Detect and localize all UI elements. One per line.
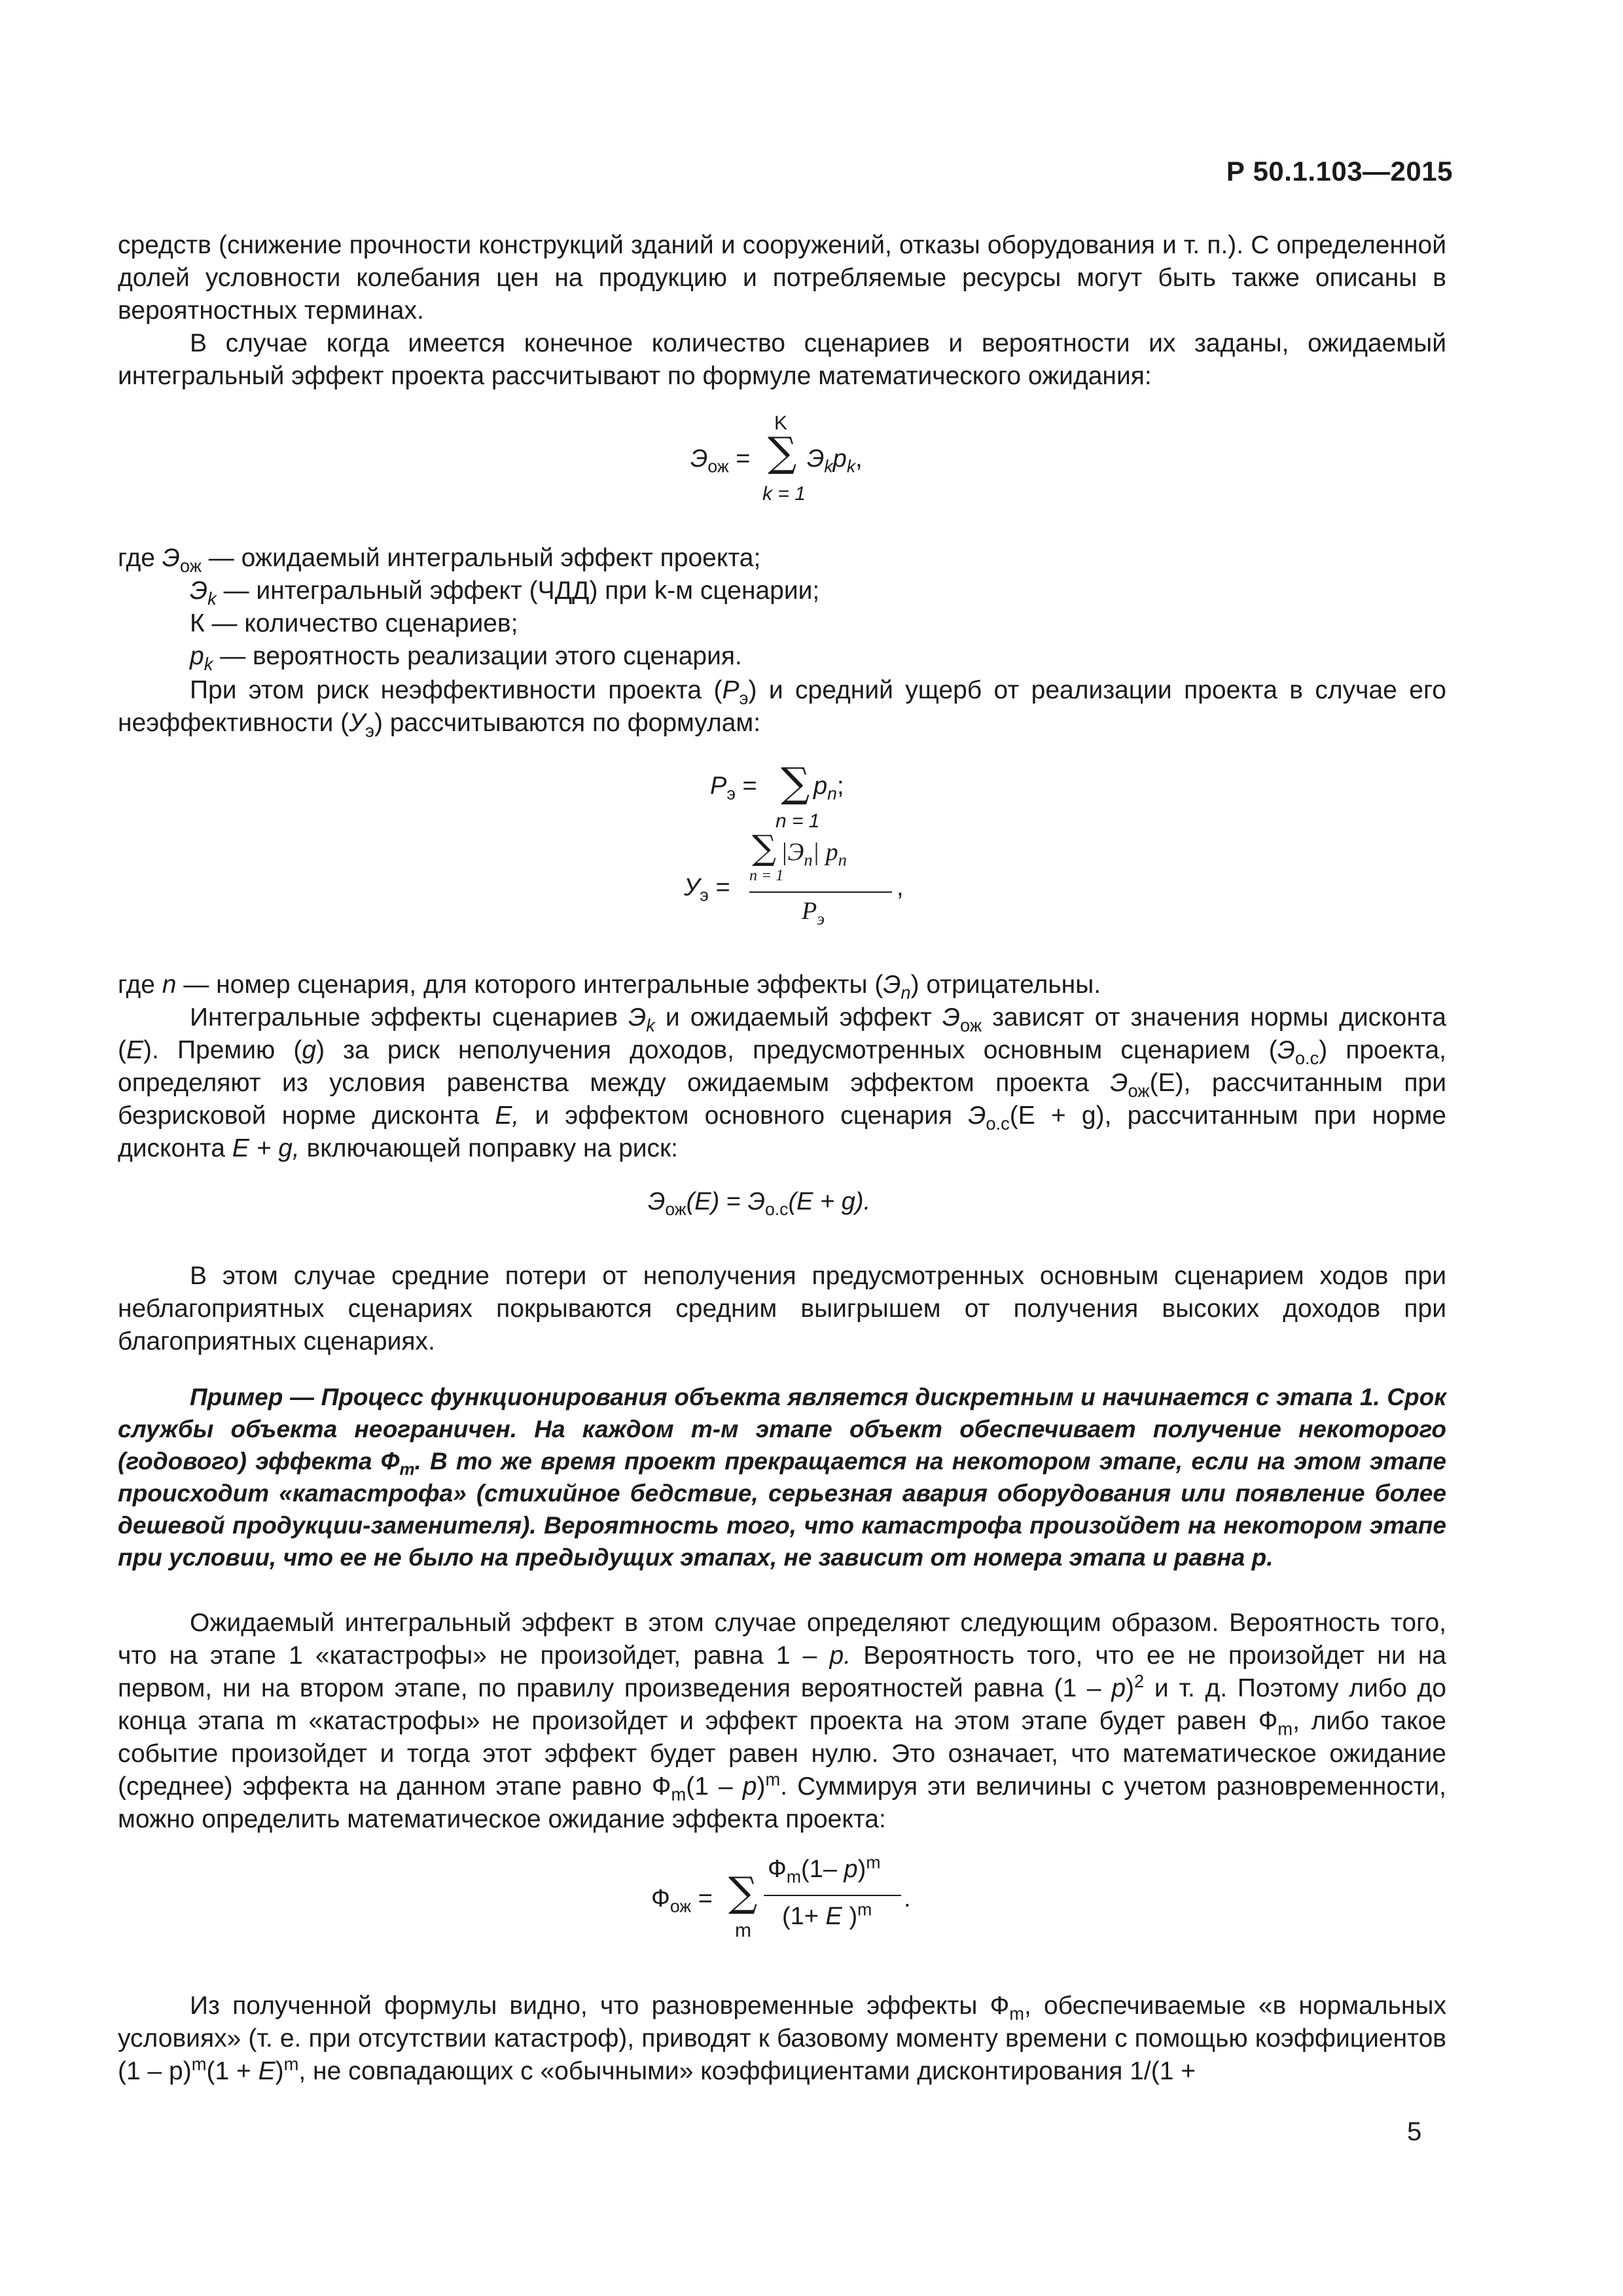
formula-3-numerator: $|Э_n|$ $p_n$ <box>781 838 847 870</box>
paragraph-8: Из полученной формулы видно, что разновременные эффекты $Ф_m$, обеспечиваемые «в нормальных условиях» (т. е. при отсутствии катастроф), приводят к базовому моменту времени с помощью коэффициентов $(1 - p)^m(1 + E)^m$, не совпадающих с «обычными» коэффициентами дисконтирования 1/(1 + <box>118 1992 1446 2085</box>
sigma-icon: ∑ <box>768 428 797 476</box>
formula-5-end: . <box>904 1885 911 1912</box>
formula-1-term: $Э_kp_k$, <box>807 445 863 476</box>
formula-5-sum-bottom: m <box>735 1920 751 1941</box>
formula-4-left: $Э_{ож}(E)$ <box>648 1188 720 1219</box>
paragraph-5: Интегральные эффекты сценариев $Э_k$ и ожидаемый эффект $Э_{ож}$ зависят от значения нормы дисконта (E). Премию (g) за риск неполучения доходов, предусмотренных основным сценарием $(Э_{о.с})$ проекта, определяют из условия равенства между ожидаемым эффектом проекта $Э_{ож}(E)$, рассчитанным при безрисковой норме дисконта E, и эффектом основного сценария $Э_{о.с}(E + g)$, рассчитанным при норме дисконта E + g, включающей поправку на риск: <box>118 1003 1447 1162</box>
formula-expected-phi <box>651 1852 978 1947</box>
formula-2-lhs: $P_э$ = <box>710 772 757 804</box>
paragraph-7: Ожидаемый интегральный эффект в этом случае определяют следующим образом. Вероятность того, что на этапе 1 «катастрофы» не произойдет, равна 1 – p. Вероятность того, что ее не произойдет ни на первом, ни на втором этапе, по правилу произведения вероятностей равна (1 – p)$^2$ и т. д. Поэтому либо до конца этапа m «катастрофы» не произойдет и эффект проекта на этом этапе будет равен $Ф_m$, либо такое событие произойдет и тогда этот эффект будет равен нулю. Это означает, что математическое ожидание (среднее) эффекта на данном этапе равно $Ф_m(1 - p)^m$. Суммируя эти величины с учетом разновременности, можно определить математическое ожидание эффекта проекта: <box>118 1609 1447 1833</box>
formula-3-sum-bottom: n = 1 <box>749 867 784 884</box>
formula-premium: $Э_{ож}(E) = Э_{о.с}(E + g)$. <box>648 1188 871 1219</box>
formula-1-sum-bottom: k = 1 <box>762 483 806 505</box>
paragraph-4: где n — номер сценария, для которого интегральные эффекты $(Э_n)$ отрицательны. <box>118 971 1101 1003</box>
formula-1-sum-top: K <box>774 412 788 434</box>
page-number: 5 <box>1407 2117 1422 2146</box>
formula-expected-effect <box>690 412 952 511</box>
paragraph-6: В этом случае средние потери от неполучения предусмотренных основным сценарием ходов при неблагоприятных сценариях покрываются средним выигрышем от получения высоких доходов при благоприятных сценариях. <box>118 1262 1446 1355</box>
formula-risk <box>710 759 906 831</box>
paragraph-2: В случае когда имеется конечное количество сценариев и вероятности их заданы, ожидаемый интегральный эффект проекта рассчитывают по формуле математического ожидания: <box>118 329 1446 390</box>
formula-damage <box>684 831 919 936</box>
definition-e-k: $Э_k$ — интегральный эффект (ЧДД) при k-м сценарии; <box>190 577 820 609</box>
formula-5-lhs: $Ф_{ож}$ = <box>651 1885 713 1916</box>
formula-2-term: $p_n$; <box>813 772 844 804</box>
fraction-bar <box>764 1895 901 1896</box>
document-code-header: Р 50.1.103—2015 <box>1226 156 1453 187</box>
definitions-list <box>118 542 1446 673</box>
definition-p-k: $p_k$ — вероятность реализации этого сценария. <box>190 642 742 674</box>
formula-2-sum-bottom: n = 1 <box>776 810 820 832</box>
paragraph-1: средств (снижение прочности конструкций зданий и сооружений, отказы оборудования и т. п.). С определенной долей условности колебания цен на продукцию и потребляемые ресурсы могут быть также описаны в вероятностных терминах. <box>118 231 1446 325</box>
fraction-bar <box>749 891 892 893</box>
sigma-icon: ∑ <box>752 829 777 868</box>
formula-5-numerator: $Ф_m(1-$ p)$^m$ <box>768 1852 881 1887</box>
paragraph-3: При этом риск неэффективности проекта $(P_э)$ и средний ущерб от реализации проекта в случае его неэффективности $(У_э)$ рассчитываются по формулам: <box>118 676 1447 741</box>
formula-3-lhs: $У_э$ = <box>684 874 730 905</box>
example-block: Пример — Процесс функционирования объекта является дискретным и начинается с этапа 1. Срок службы объекта неограничен. На каждом m-м этапе объект обеспечивает получение некоторого (годового) эффекта $Ф_m$. В то же время проект прекращается на некотором этапе, если на этом этапе происходит «катастрофа» (стихийное бедствие, серьезная авария оборудования или появление более дешевой продукции-заменителя). Вероятность того, что катастрофа произойдет на некотором этапе при условии, что ее не было на предыдущих этапах, не зависит от номера этапа и равна p. <box>118 1384 1446 1571</box>
sigma-icon: ∑ <box>728 1868 758 1916</box>
formula-4-right: $Э_{о.с}(E + g)$. <box>747 1188 871 1219</box>
formula-5-denominator: (1+ E )$^m$ <box>782 1899 872 1930</box>
sigma-icon: ∑ <box>781 759 810 806</box>
formula-1-lhs: $Э_{ож}$ = <box>690 445 751 476</box>
formula-3-end: , <box>897 874 904 901</box>
formula-3-denominator: $P_э$ <box>802 897 825 929</box>
definition-k: К — количество сценариев; <box>190 609 518 637</box>
definition-e-ozh: где $Э_{ож}$ — ожидаемый интегральный эффект проекта; <box>118 544 761 576</box>
